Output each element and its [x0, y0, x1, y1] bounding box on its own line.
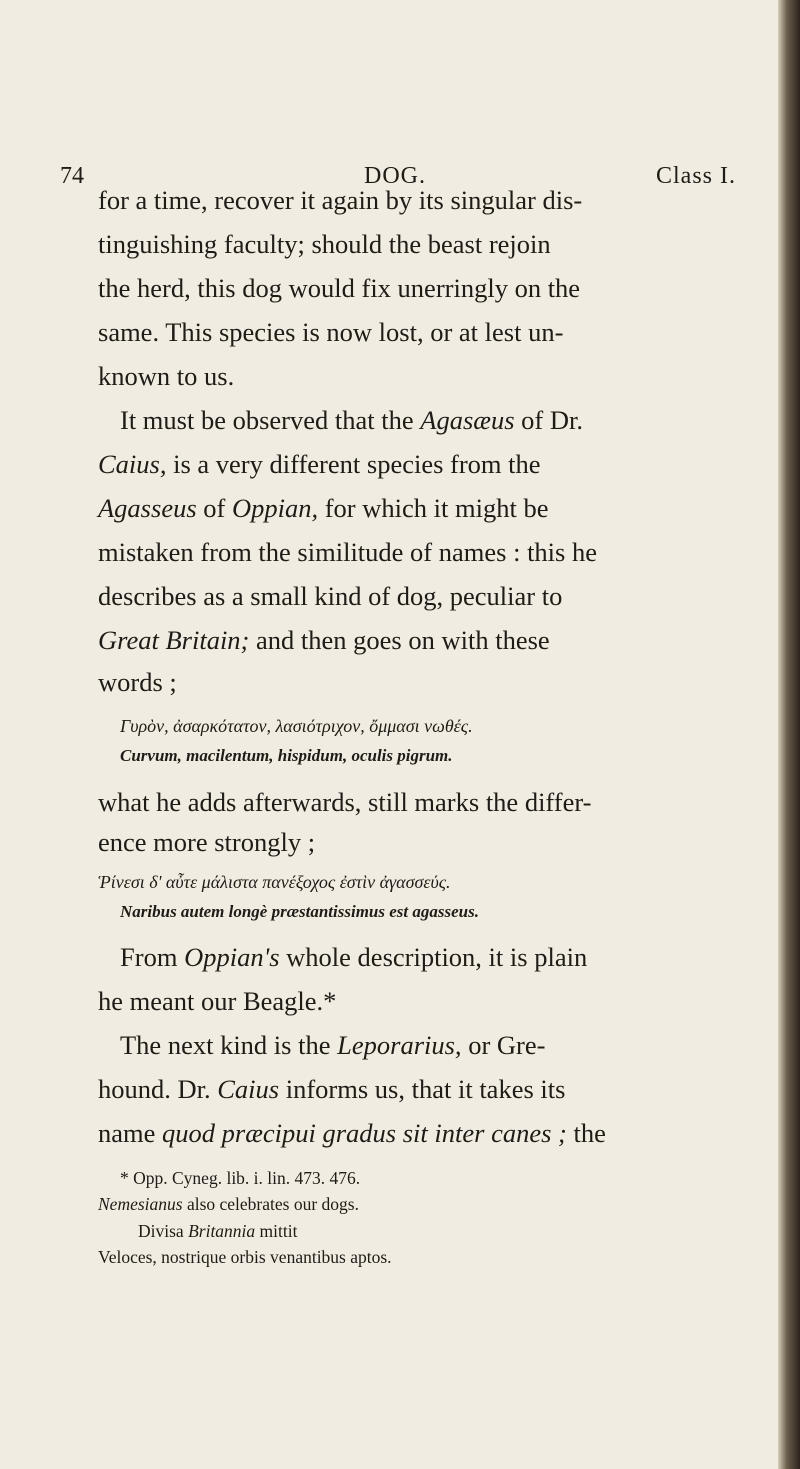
latin-quote: Naribus autem longè præstantissimus est agasseus.: [120, 902, 479, 921]
text-line: words ;: [98, 667, 177, 697]
text-line: Great Britain; and then goes on with these: [98, 625, 550, 655]
text-line: the herd, this dog would fix unerringly on the: [98, 273, 581, 303]
text-line: From Oppian's whole description, it is plain: [120, 942, 588, 972]
page-number: 74: [60, 163, 84, 189]
class-label: Class I.: [656, 163, 736, 189]
text-line: The next kind is the Leporarius, or Gre-: [120, 1030, 546, 1060]
greek-quote: Ῥίνεσι δ' αὖτε μάλιστα πανέξοχος ἐστὶν ἀγασσεύς.: [98, 872, 451, 892]
text-line: It must be observed that the Agasæus of Dr.: [120, 405, 583, 435]
page-edge-shadow: [778, 0, 800, 1469]
text-line: describes as a small kind of dog, peculiar to: [98, 581, 563, 611]
footnote-line: Nemesianus also celebrates our dogs.: [98, 1194, 359, 1214]
text-line: tinguishing faculty; should the beast rejoin: [98, 229, 551, 259]
text-line: same. This species is now lost, or at lest un-: [98, 317, 564, 347]
text-line: hound. Dr. Caius informs us, that it takes its: [98, 1074, 566, 1104]
text-line: Agasseus of Oppian, for which it might be: [98, 493, 549, 523]
text-line: mistaken from the similitude of names : this he: [98, 537, 597, 567]
footnote-citation: * Opp. Cyneg. lib. i. lin. 473. 476.: [120, 1168, 361, 1188]
text-line: for a time, recover it again by its singular dis-: [98, 185, 583, 215]
greek-quote: Γυρὸν, ἀσαρκότατον, λασιότριχον, ὄμμασι νωθές.: [120, 716, 473, 736]
latin-quote: Curvum, macilentum, hispidum, oculis pigrum.: [120, 746, 453, 765]
text-line: what he adds afterwards, still marks the differ-: [98, 787, 592, 817]
text-line: he meant our Beagle.*: [98, 986, 337, 1016]
footnote-verse: Divisa Britannia mittit: [138, 1221, 298, 1241]
running-title: DOG.: [364, 163, 426, 189]
text-line: name quod præcipui gradus sit inter canes ; the: [98, 1118, 606, 1148]
footnote-verse: Veloces, nostrique orbis venantibus aptos.: [98, 1247, 392, 1267]
text-line: known to us.: [98, 361, 235, 391]
text-line: ence more strongly ;: [98, 827, 316, 857]
text-line: Caius, is a very different species from the: [98, 449, 541, 479]
